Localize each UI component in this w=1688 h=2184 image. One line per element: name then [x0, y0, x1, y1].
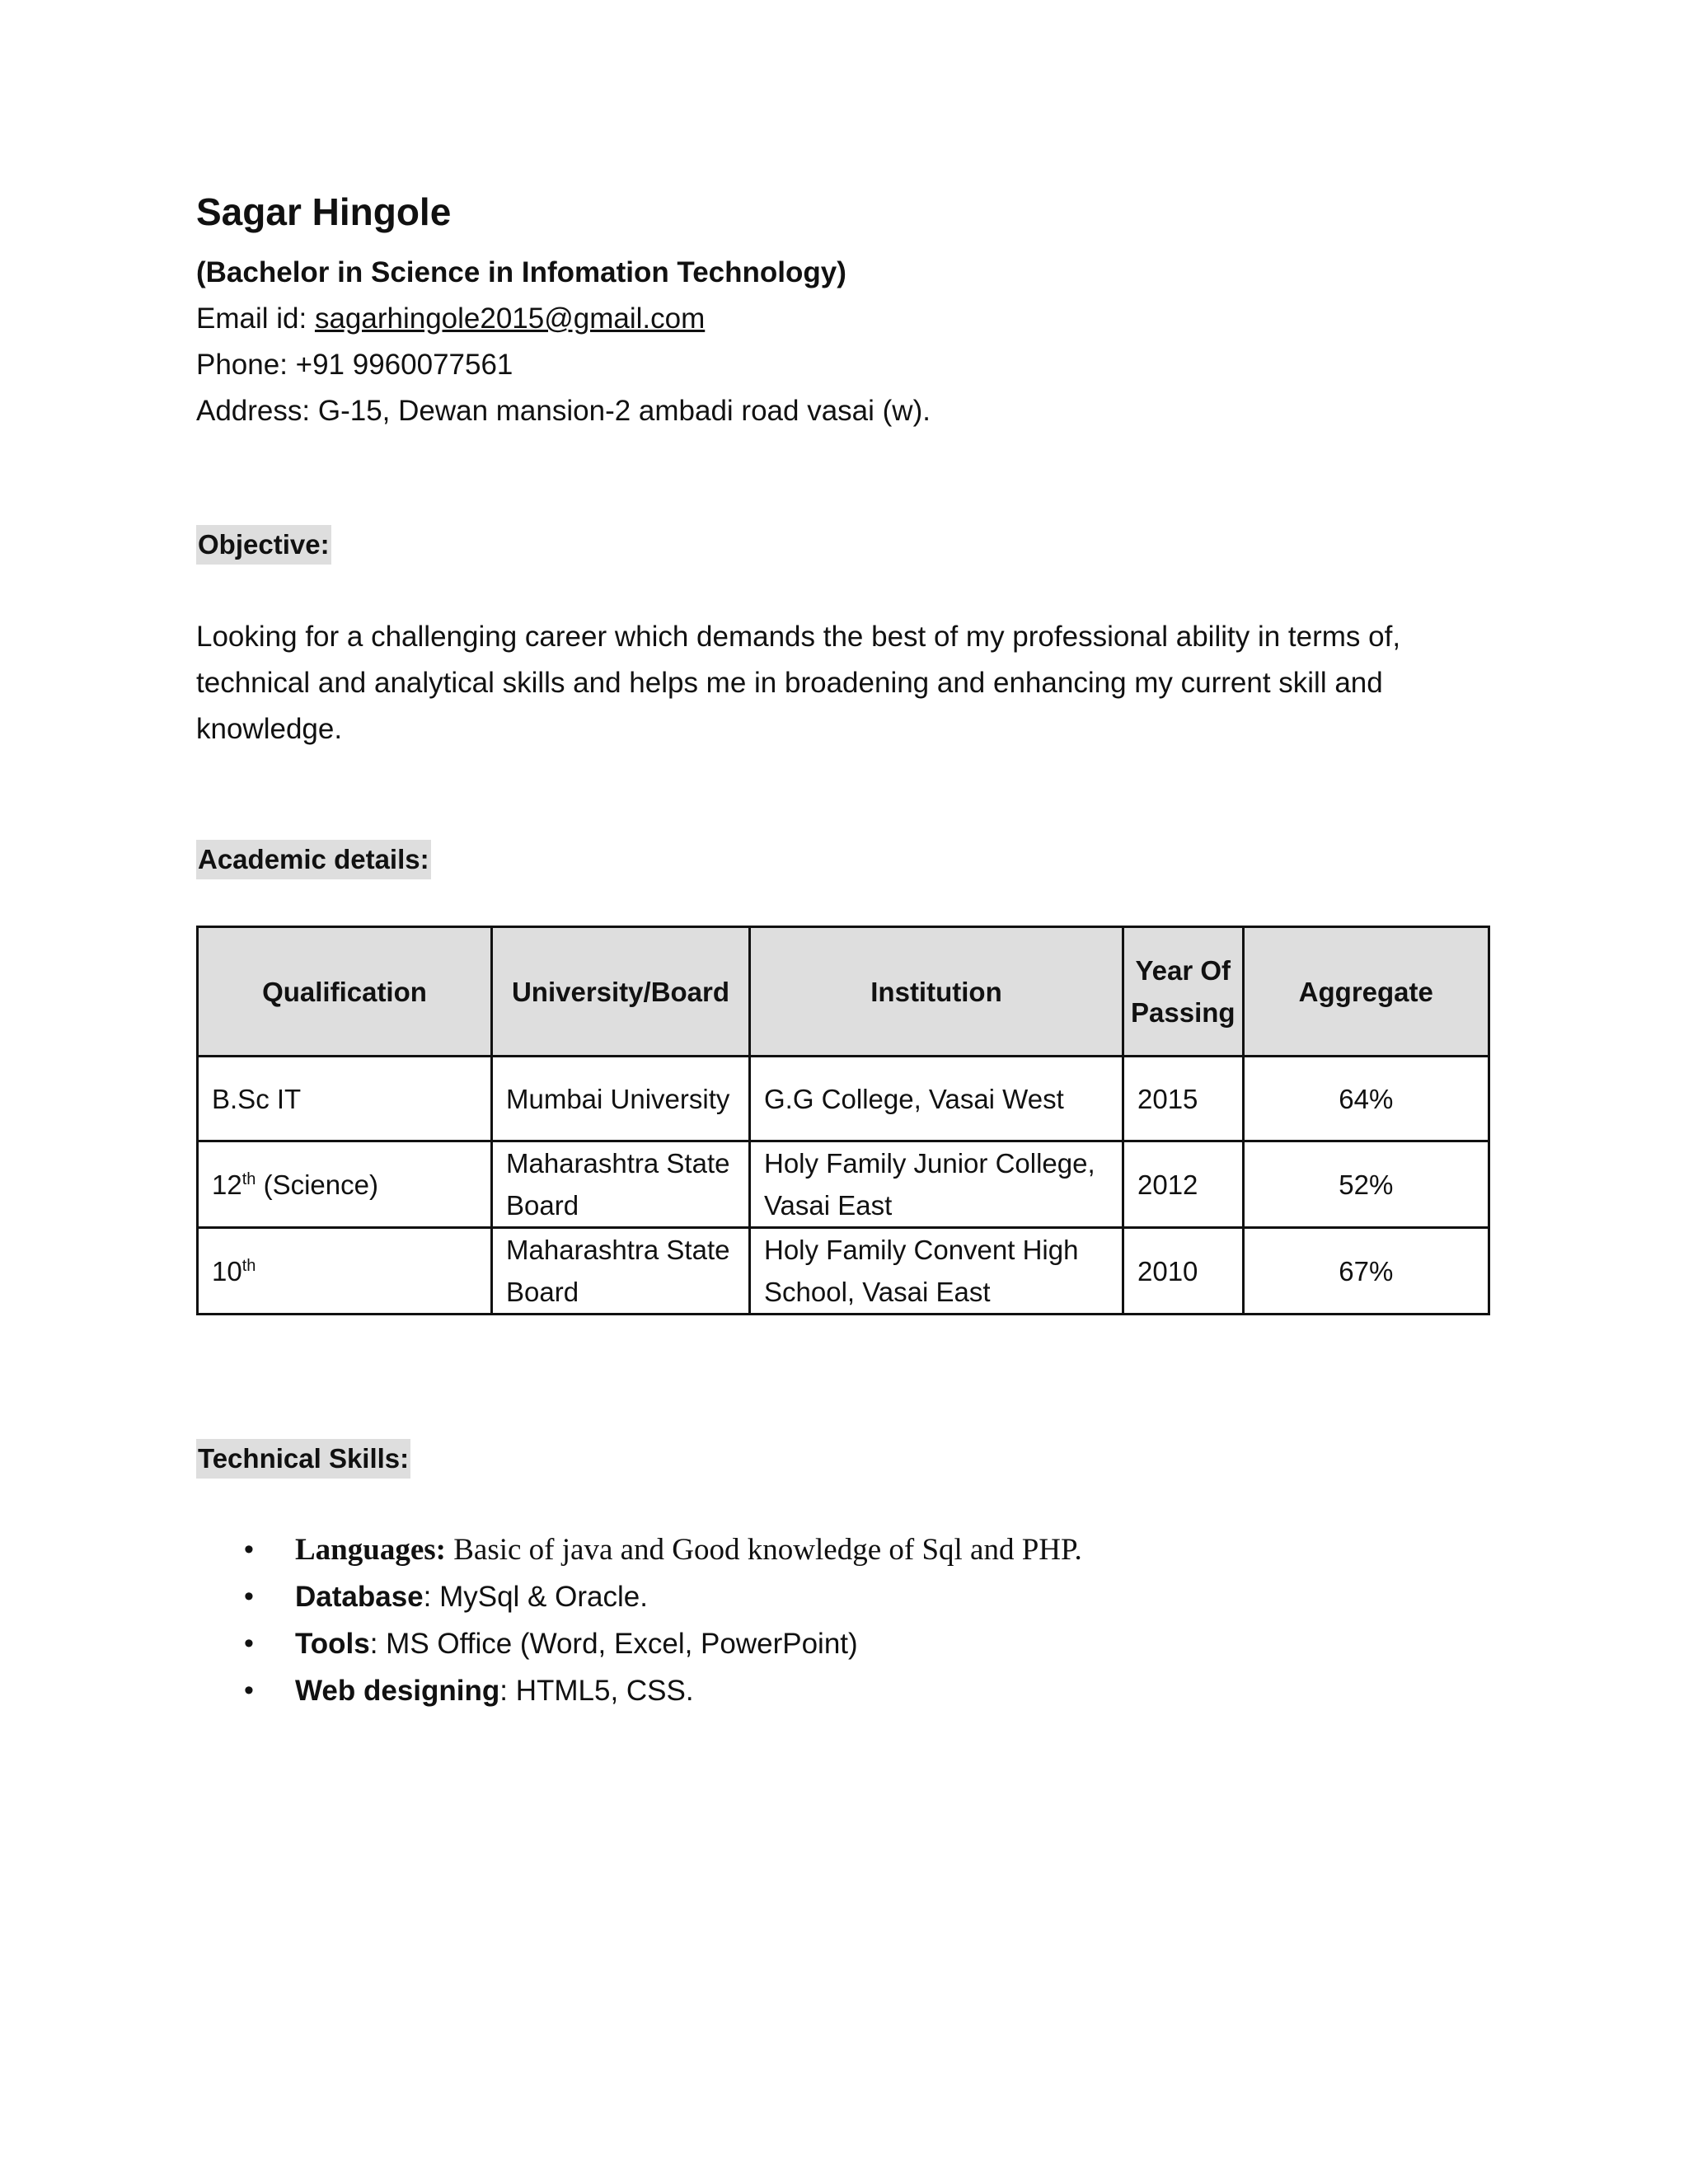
skill-value: : HTML5, CSS.	[499, 1675, 694, 1708]
email-line	[196, 296, 1490, 342]
academic-heading: Academic details:	[196, 840, 431, 879]
list-item	[196, 1667, 1490, 1714]
institution-cell: Holy Family Convent High School, Vasai East	[750, 1228, 1123, 1315]
skill-value: : MS Office (Word, Excel, PowerPoint)	[369, 1628, 858, 1661]
board-cell: Mumbai University	[492, 1057, 750, 1141]
table-row	[198, 1228, 1489, 1315]
aggregate-cell: 52%	[1243, 1141, 1489, 1228]
list-item	[196, 1620, 1490, 1667]
academic-table	[196, 926, 1490, 1315]
institution-cell: Holy Family Junior College, Vasai East	[750, 1141, 1123, 1228]
skills-heading: Technical Skills:	[196, 1439, 410, 1479]
skill-label: Tools	[295, 1628, 370, 1661]
bullet-icon: •	[244, 1675, 254, 1707]
email-label: Email id:	[196, 302, 315, 335]
skill-value: : MySql & Oracle.	[423, 1581, 648, 1614]
column-header-aggregate: Aggregate	[1243, 927, 1489, 1057]
column-header-board: University/Board	[492, 927, 750, 1057]
skills-list	[196, 1526, 1490, 1714]
board-cell: Maharashtra State Board	[492, 1141, 750, 1228]
skill-label: Languages:	[295, 1533, 446, 1568]
skill-label: Web designing	[295, 1675, 500, 1708]
degree-title: (Bachelor in Science in Infomation Technology)	[196, 256, 846, 289]
resume-page	[196, 190, 1490, 1714]
email-link[interactable]: sagarhingole2015@gmail.com	[314, 302, 706, 335]
candidate-name: Sagar Hingole	[196, 190, 452, 233]
list-item	[196, 1526, 1490, 1573]
bullet-icon: •	[244, 1628, 254, 1660]
phone-line: Phone: +91 9960077561	[196, 349, 513, 382]
year-cell: 2010	[1123, 1228, 1244, 1315]
list-item	[196, 1573, 1490, 1620]
skill-label: Database	[295, 1581, 424, 1614]
skill-value: Basic of java and Good knowledge of Sql and PHP.	[445, 1533, 1082, 1568]
aggregate-cell: 67%	[1243, 1228, 1489, 1315]
aggregate-cell: 64%	[1243, 1057, 1489, 1141]
year-cell: 2015	[1123, 1057, 1244, 1141]
column-header-institution: Institution	[750, 927, 1123, 1057]
column-header-year: Year Of Passing	[1123, 927, 1244, 1057]
table-row	[198, 1057, 1489, 1141]
bullet-icon: •	[244, 1581, 254, 1613]
objective-text: Looking for a challenging career which demands the best of my professional ability in terms of, technical and analytical skills and helps me in broadening and enhancing my current skill and knowledge.	[196, 621, 1401, 746]
qualification-cell: B.Sc IT	[198, 1057, 492, 1141]
bullet-icon: •	[244, 1534, 254, 1566]
year-cell: 2012	[1123, 1141, 1244, 1228]
table-row	[198, 1141, 1489, 1228]
institution-cell: G.G College, Vasai West	[750, 1057, 1123, 1141]
qualification-cell: 10th	[198, 1228, 492, 1315]
objective-heading: Objective:	[196, 525, 331, 565]
table-header-row	[198, 927, 1489, 1057]
qualification-cell: 12th (Science)	[198, 1141, 492, 1228]
board-cell: Maharashtra State Board	[492, 1228, 750, 1315]
address-line: Address: G-15, Dewan mansion-2 ambadi road vasai (w).	[196, 395, 931, 428]
column-header-qualification: Qualification	[198, 927, 492, 1057]
